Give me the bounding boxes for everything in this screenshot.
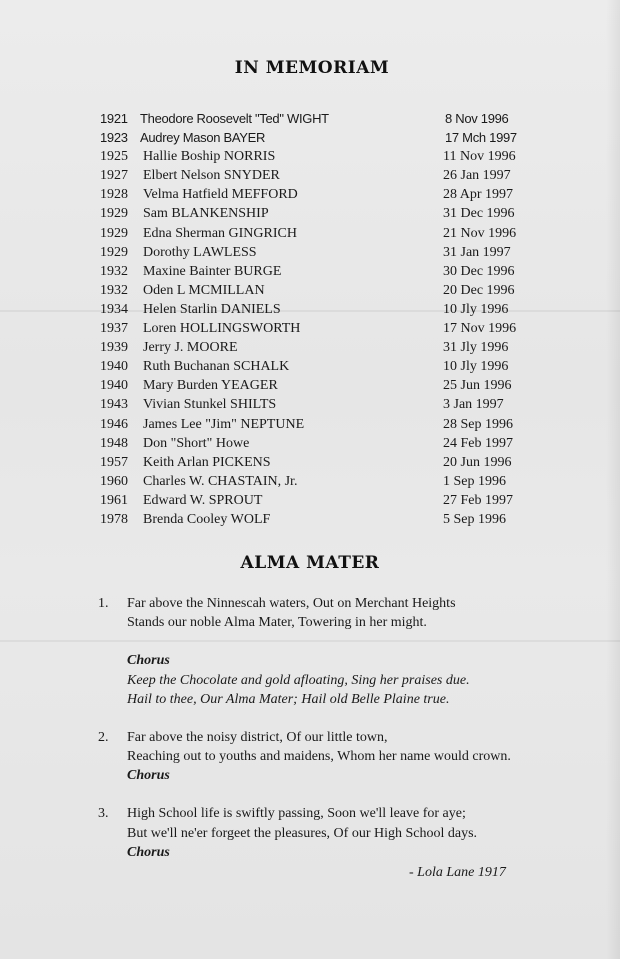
memoriam-date: 31 Jly 1996 bbox=[443, 340, 509, 356]
memoriam-year: 1929 bbox=[100, 225, 128, 241]
memoriam-row bbox=[100, 204, 540, 223]
memoriam-row bbox=[100, 262, 540, 281]
memoriam-date: 10 Jly 1996 bbox=[443, 359, 509, 375]
memoriam-row bbox=[100, 147, 540, 166]
memoriam-row bbox=[100, 376, 540, 395]
memoriam-year: 1929 bbox=[100, 206, 128, 222]
memoriam-date: 31 Jan 1997 bbox=[443, 244, 511, 260]
memoriam-name: Charles W. CHASTAIN, Jr. bbox=[143, 473, 298, 489]
memoriam-date: 17 Nov 1996 bbox=[443, 321, 517, 337]
memoriam-date: 11 Nov 1996 bbox=[443, 149, 516, 165]
memoriam-row bbox=[100, 357, 540, 376]
memoriam-row bbox=[100, 319, 540, 338]
verse-2-line-2: Reaching out to youths and maidens, Whom her name would crown. bbox=[127, 749, 511, 764]
memoriam-year: 1961 bbox=[100, 492, 128, 508]
memoriam-date: 20 Dec 1996 bbox=[443, 282, 515, 298]
memoriam-row bbox=[100, 224, 540, 243]
memoriam-date: 20 Jun 1996 bbox=[443, 454, 512, 470]
memoriam-year: 1937 bbox=[100, 321, 128, 337]
memoriam-year: 1946 bbox=[100, 416, 128, 432]
memoriam-name: Jerry J. MOORE bbox=[143, 340, 238, 356]
memoriam-name: Keith Arlan PICKENS bbox=[143, 454, 271, 470]
memoriam-name: Velma Hatfield MEFFORD bbox=[143, 187, 298, 203]
memoriam-year: 1928 bbox=[100, 187, 128, 203]
memoriam-year: 1940 bbox=[100, 359, 128, 375]
verse-3-line-1: High School life is swiftly passing, Soon we'll leave for aye; bbox=[127, 806, 466, 821]
memoriam-year: 1932 bbox=[100, 263, 128, 279]
verse-3-chorus-label: Chorus bbox=[127, 845, 170, 860]
verse-3-number: 3. bbox=[98, 806, 109, 821]
memoriam-date: 24 Feb 1997 bbox=[443, 435, 513, 451]
alma-mater-heading: ALMA MATER bbox=[240, 553, 380, 573]
memoriam-date: 5 Sep 1996 bbox=[443, 511, 506, 527]
memoriam-date: 17 Mch 1997 bbox=[445, 130, 517, 146]
memoriam-date: 28 Apr 1997 bbox=[443, 187, 513, 203]
memoriam-name: James Lee "Jim" NEPTUNE bbox=[143, 416, 305, 432]
memoriam-row bbox=[100, 415, 540, 434]
memoriam-name: Edna Sherman GINGRICH bbox=[143, 225, 297, 241]
memoriam-row bbox=[100, 395, 540, 414]
verse-2-line-1: Far above the noisy district, Of our little town, bbox=[127, 730, 388, 745]
memoriam-date: 25 Jun 1996 bbox=[443, 378, 512, 394]
memoriam-date: 3 Jan 1997 bbox=[443, 397, 504, 413]
memoriam-name: Brenda Cooley WOLF bbox=[143, 511, 271, 527]
memoriam-name: Mary Burden YEAGER bbox=[143, 378, 278, 394]
memoriam-name: Edward W. SPROUT bbox=[143, 492, 263, 508]
memoriam-year: 1940 bbox=[100, 378, 128, 394]
verse-1-line-2: Stands our noble Alma Mater, Towering in her might. bbox=[127, 615, 427, 630]
memoriam-date: 21 Nov 1996 bbox=[443, 225, 517, 241]
memoriam-heading: IN MEMORIAM bbox=[234, 58, 390, 78]
memoriam-row bbox=[100, 109, 540, 128]
memoriam-name: Dorothy LAWLESS bbox=[143, 244, 257, 260]
memoriam-name: Loren HOLLINGSWORTH bbox=[143, 321, 301, 337]
memoriam-row bbox=[100, 281, 540, 300]
page-edge-shadow bbox=[606, 0, 620, 959]
memoriam-date: 27 Feb 1997 bbox=[443, 492, 513, 508]
memoriam-row bbox=[100, 243, 540, 262]
memoriam-year: 1934 bbox=[100, 301, 128, 317]
verse-1-number: 1. bbox=[98, 596, 109, 611]
memoriam-year: 1939 bbox=[100, 340, 128, 356]
memoriam-row bbox=[100, 185, 540, 204]
chorus-line-1: Keep the Chocolate and gold afloating, Sing her praises due. bbox=[127, 673, 470, 688]
memoriam-year: 1978 bbox=[100, 511, 128, 527]
memoriam-name: Hallie Boship NORRIS bbox=[143, 149, 276, 165]
memoriam-name: Audrey Mason BAYER bbox=[140, 130, 266, 146]
memoriam-name: Oden L MCMILLAN bbox=[143, 282, 265, 298]
memoriam-year: 1925 bbox=[100, 149, 128, 165]
verse-2-chorus-label: Chorus bbox=[127, 768, 170, 783]
verse-1-line-1: Far above the Ninnescah waters, Out on Merchant Heights bbox=[127, 596, 456, 611]
verse-3-line-2: But we'll ne'er forgeet the pleasures, Of our High School days. bbox=[127, 826, 478, 841]
memoriam-date: 1 Sep 1996 bbox=[443, 473, 506, 489]
author-credit: - Lola Lane 1917 bbox=[409, 865, 506, 880]
verse-2-number: 2. bbox=[98, 730, 109, 745]
memoriam-year: 1943 bbox=[100, 397, 128, 413]
memoriam-year: 1932 bbox=[100, 282, 128, 298]
memoriam-row bbox=[100, 510, 540, 529]
memoriam-year: 1923 bbox=[100, 130, 128, 146]
memoriam-row bbox=[100, 491, 540, 510]
memoriam-year: 1929 bbox=[100, 244, 128, 260]
memoriam-row bbox=[100, 338, 540, 357]
memoriam-name: Elbert Nelson SNYDER bbox=[143, 168, 280, 184]
memoriam-name: Helen Starlin DANIELS bbox=[143, 301, 281, 317]
memoriam-year: 1948 bbox=[100, 435, 128, 451]
memoriam-year: 1957 bbox=[100, 454, 128, 470]
memoriam-name: Don "Short" Howe bbox=[143, 435, 250, 451]
memoriam-date: 31 Dec 1996 bbox=[443, 206, 515, 222]
memoriam-name: Ruth Buchanan SCHALK bbox=[143, 359, 290, 375]
memoriam-name: Sam BLANKENSHIP bbox=[143, 206, 269, 222]
memoriam-name: Maxine Bainter BURGE bbox=[143, 263, 282, 279]
memoriam-name: Theodore Roosevelt "Ted" WIGHT bbox=[140, 111, 329, 126]
memoriam-row bbox=[100, 472, 540, 491]
memoriam-date: 10 Jly 1996 bbox=[443, 301, 509, 317]
memoriam-row bbox=[100, 300, 540, 319]
memoriam-date: 28 Sep 1996 bbox=[443, 416, 513, 432]
memoriam-date: 30 Dec 1996 bbox=[443, 263, 515, 279]
memoriam-date: 26 Jan 1997 bbox=[443, 168, 511, 184]
memoriam-year: 1927 bbox=[100, 168, 128, 184]
chorus-line-2: Hail to thee, Our Alma Mater; Hail old Belle Plaine true. bbox=[127, 692, 450, 707]
memoriam-year: 1921 bbox=[100, 111, 128, 126]
paper-fold-line bbox=[0, 640, 620, 642]
memoriam-row bbox=[100, 453, 540, 472]
memoriam-name: Vivian Stunkel SHILTS bbox=[143, 397, 277, 413]
memoriam-row bbox=[100, 128, 540, 147]
memoriam-year: 1960 bbox=[100, 473, 128, 489]
chorus-label: Chorus bbox=[127, 653, 170, 668]
memoriam-row bbox=[100, 166, 540, 185]
memoriam-date: 8 Nov 1996 bbox=[445, 111, 509, 126]
memoriam-list bbox=[100, 109, 540, 529]
memoriam-row bbox=[100, 434, 540, 453]
